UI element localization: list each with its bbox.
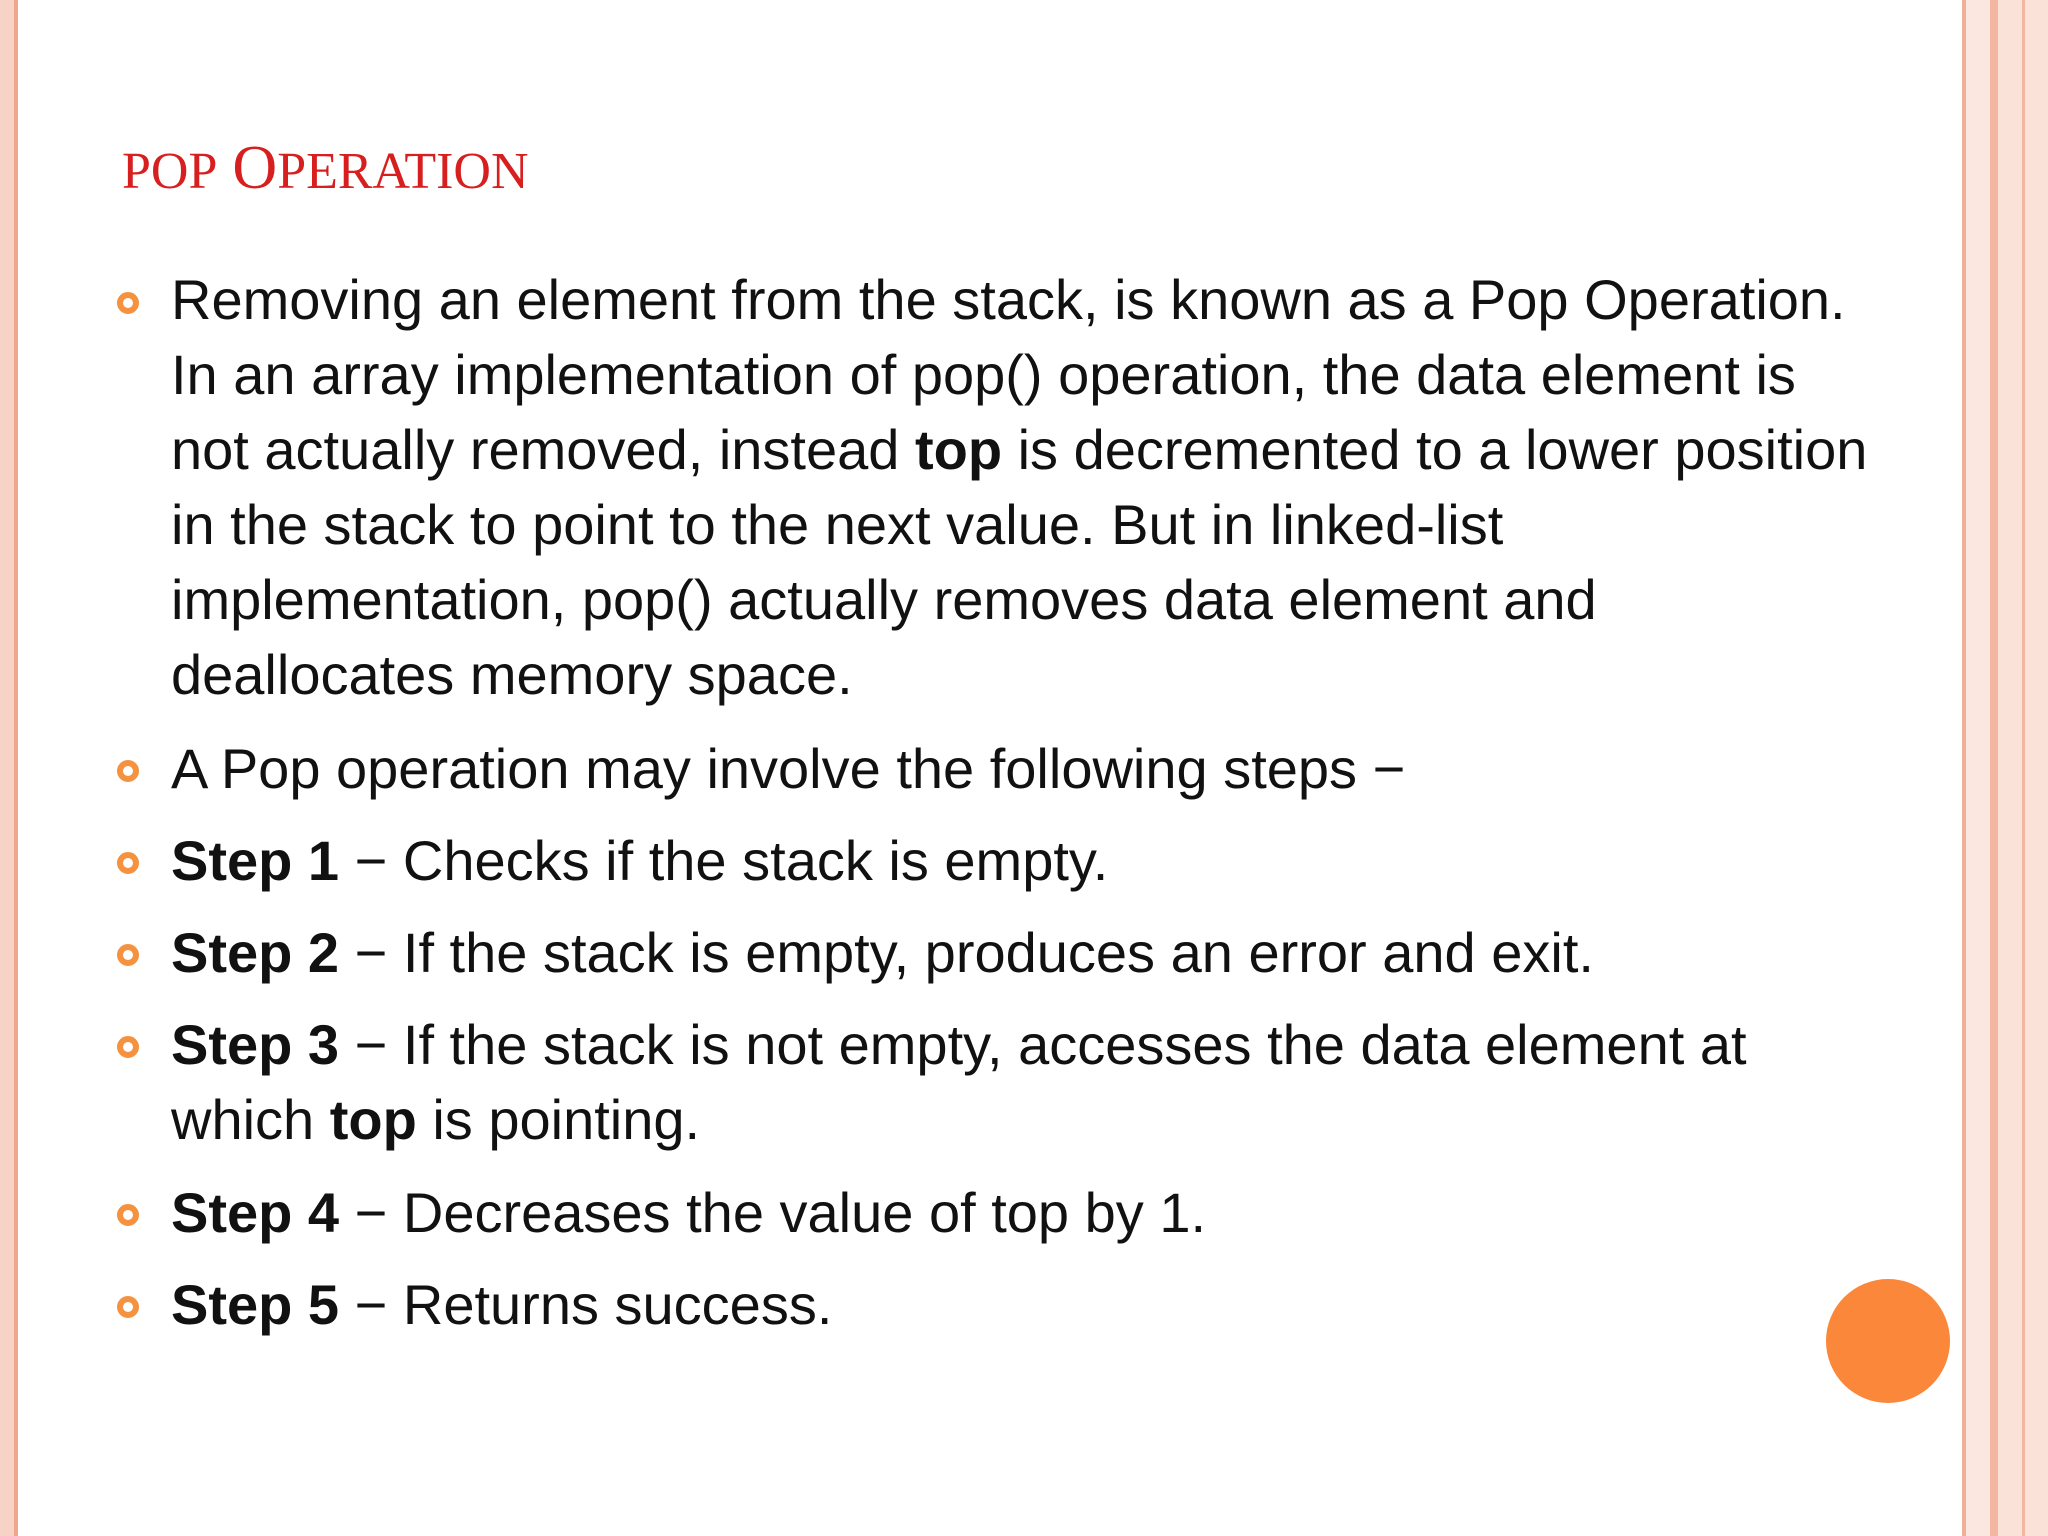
slide-title [122,128,529,212]
step-label: Step 3 [171,1013,340,1076]
step-label: Step 5 [171,1273,340,1336]
step-label: Step 1 [171,829,340,892]
bullet-text [171,1007,1871,1157]
bullet-text [171,1267,1871,1342]
step-label: Step 4 [171,1181,340,1244]
bullet-marker-icon [117,1036,139,1058]
left-border-band [0,0,14,1536]
step-description: − Returns success. [339,1273,833,1336]
step-description: − Checks if the stack is empty. [339,829,1109,892]
title-rest: PERATION [277,143,529,200]
right-border-band [1966,0,1990,1536]
bullet-bold-term: top [329,1088,417,1151]
bullet-marker-icon [117,760,139,782]
bullet-text [171,915,1871,990]
title-word-pop: POP [122,143,218,200]
title-initial: O [232,134,278,202]
bullet-marker-icon [117,852,139,874]
step-description: − If the stack is not empty, accesses the data element at which [171,1013,1747,1151]
bullet-text-part: Removing an element from the stack, is known as a Pop Operation. In an array implementation of pop() operation, the data element is not actually removed, instead [171,268,1846,481]
step-description-tail: is pointing. [416,1088,701,1151]
bullet-marker-icon [117,292,139,314]
right-border-edge-line [2022,0,2025,1536]
bullet-bold-term: top [914,418,1003,481]
bullet-text: A Pop operation may involve the following steps − [171,737,1406,800]
bullet-text [171,1175,1871,1250]
bullet-marker-icon [117,1204,139,1226]
step-description: − If the stack is empty, produces an error and exit. [339,921,1594,984]
bullet-text [171,262,1871,712]
bullet-marker-icon [117,1296,139,1318]
step-description: − Decreases the value of top by 1. [339,1181,1207,1244]
accent-circle-decoration [1826,1279,1950,1403]
step-label: Step 2 [171,921,340,984]
right-border-line-outer [1990,0,1998,1536]
left-border-line [14,0,18,1536]
bullet-text-part: is decremented to a lower position in the stack to point to the next value. But in linked-list implementation, pop() actually removes data element and deallocates memory space. [171,418,1868,706]
bullet-marker-icon [117,944,139,966]
bullet-text [171,823,1871,898]
